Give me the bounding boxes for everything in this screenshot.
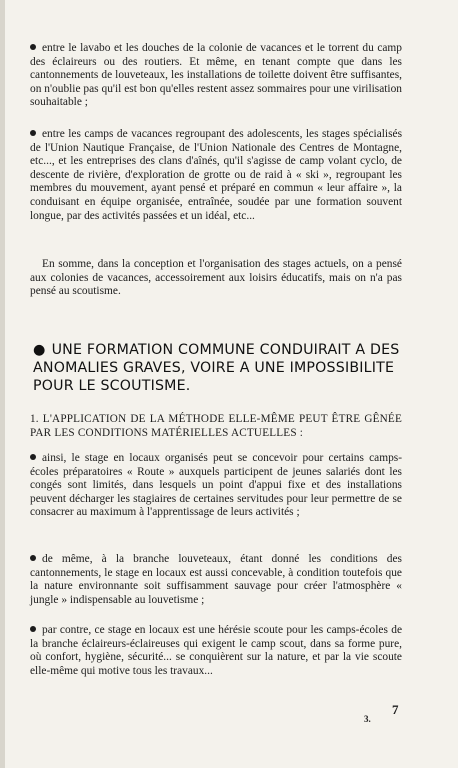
heading-text: UNE FORMATION COMMUNE CONDUIRAIT A DES ANOMALIES GRAVES, VOIRE A UNE IMPOSSIBILITE POUR LE SCOUTISME. [33, 342, 400, 394]
bullet-paragraph-eclaireurs: par contre, ce stage en locaux est une hérésie scoute pour les camps-écoles de la branche éclaireurs-éclaireuses qui exigent le camp scout, dans sa forme pure, où confort, hygiène, sécurité... se conquièrent sur la nature, et par la vie scoute elle-même qui motive tous les travaux... [30, 624, 402, 677]
page-number: 7 [392, 702, 399, 717]
page-edge [0, 0, 5, 768]
bullet-paragraph-camps: entre les camps de vacances regroupant des adolescents, les stages spécialisés de l'Union Nautique Française, de l'Union Nationale des Centres de Montagne, etc..., et les entreprises des clans d'aînés, qu'il s'agisse de camp volant cyclo, de descente de rivière, d'exploration de grotte ou de raid à « ski », regroupant les membres du mouvement, ayant pensé et préparé en commun « leur affaire », la conduisant en équipe organisée, entraînée, soudée par une formation souvent longue, par des activités passées et un idéal, etc... [30, 128, 402, 222]
section-heading [33, 341, 413, 395]
bullet-paragraph-route: ainsi, le stage en locaux organisés peut se concevoir pour certains camps-écoles préparatoires « Route » auxquels participent de jeunes salariés dont les congés sont limités, dans lesquels un point d'appui fixe et des installations peuvent décharger les stagiaires de certaines servitudes pour leur permettre de se consacrer au maximum à l'apprentissage de leurs activités ; [30, 452, 402, 519]
bullet-paragraph-louveteaux: de même, à la branche louveteaux, étant donné les conditions des cantonnements, le stage en locaux est aussi concevable, à condition toutefois que la nature environnante soit suffisamment sauvage pour créer l'atmosphère « jungle » indispensable au louvetisme ; [30, 553, 402, 606]
sub-heading: 1. L'APPLICATION DE LA MÉTHODE ELLE-MÊME PEUT ÊTRE GÊNÉE PAR LES CONDITIONS MATÉRIELLES ACTUELLES : [30, 413, 402, 439]
bullet-paragraph-lavabo: entre le lavabo et les douches de la colonie de vacances et le torrent du camp des éclaireurs ou des routiers. Et même, en tenant compte que dans les cantonnements de louveteaux, les installations de toilette doivent être suffisantes, on n'oublie pas qu'il est bon qu'elles restent assez sommaires pour une virilisation souhaitable ; [30, 42, 402, 109]
summary-paragraph: En somme, dans la conception et l'organisation des stages actuels, on a pensé aux colonies de vacances, accessoirement aux loisirs éducatifs, mais on n'a pas pensé au scoutisme. [30, 258, 402, 298]
heading-bullet: ● [33, 342, 46, 358]
signature-mark: 3. [364, 714, 371, 724]
